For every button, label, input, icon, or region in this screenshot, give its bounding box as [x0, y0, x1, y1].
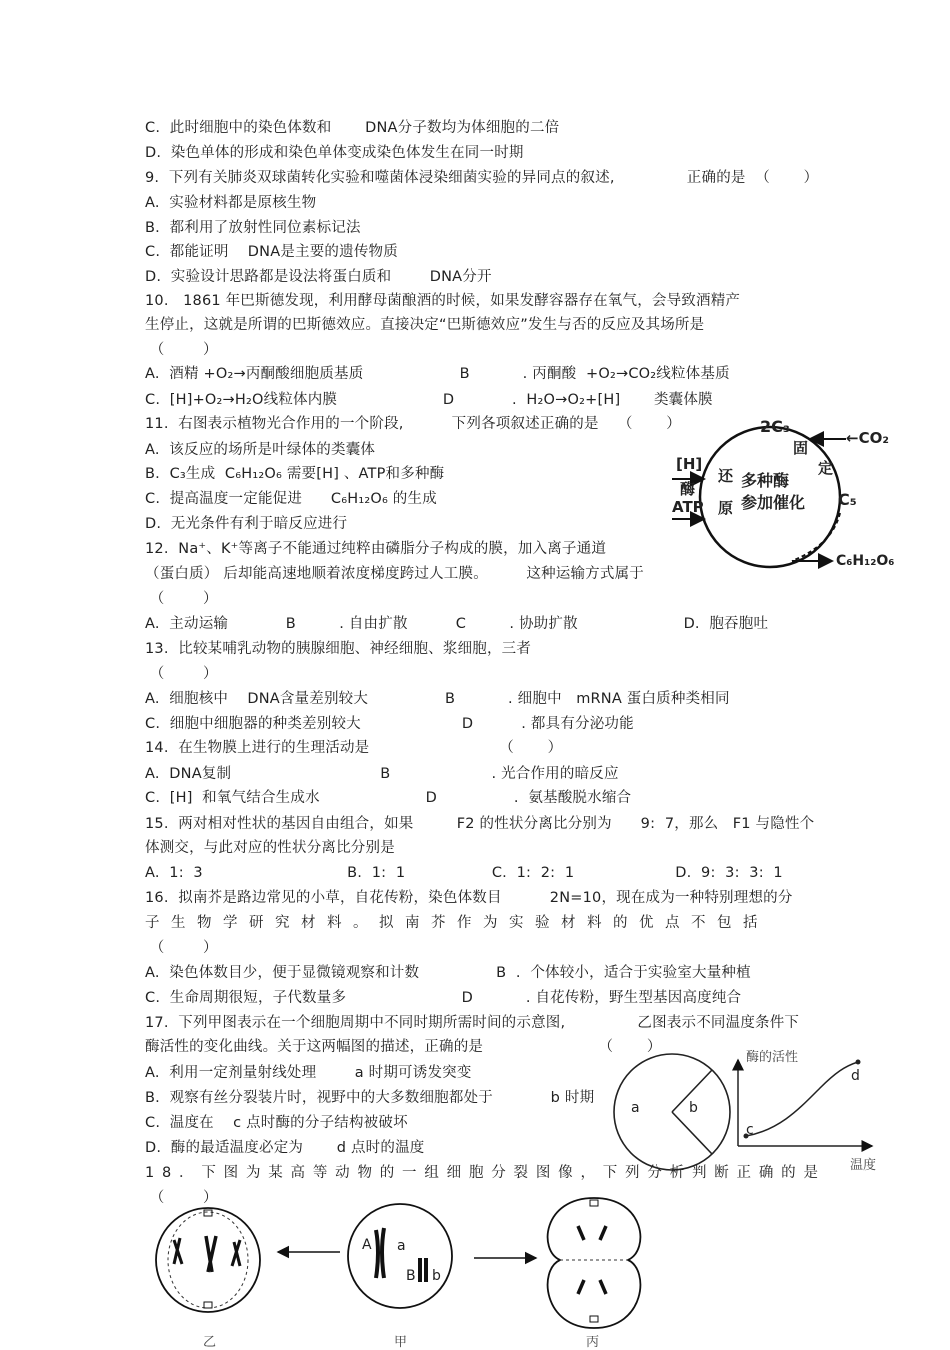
chrom-b-label: b	[432, 1268, 441, 1284]
cell-cycle-svg	[612, 1052, 732, 1172]
options-cd-q10: C. [H]+O₂→H₂O线粒体内膜 D . H₂O→O₂+[H] 类囊体膜	[145, 392, 713, 408]
center-label-1: 多种酶	[741, 471, 790, 490]
y-axis-label: 酶的活性	[746, 1050, 799, 1065]
answer-paren-q18: （ ）	[145, 1190, 218, 1206]
enzyme-label: 酶	[680, 480, 696, 498]
option-a-q11: A. 该反应的场所是叶绿体的类囊体	[145, 442, 376, 458]
option-b-q9: B. 都利用了放射性同位素标记法	[145, 220, 361, 236]
question-10: 10. 1861 年巴斯德发现，利用酵母菌酿酒的时候，如果发酵容器存在氧气，会导致酒精产	[145, 293, 741, 309]
chrom-A-label: A	[362, 1237, 372, 1253]
options-ab-q14: A. DNA复制 B . 光合作用的暗反应	[145, 766, 619, 782]
reduce-label-2: 原	[718, 499, 734, 517]
options-q15: A. 1: 3 B. 1: 1 C. 1: 2: 1 D. 9: 3: 3: 1	[145, 865, 783, 881]
reduce-label-1: 还	[718, 467, 734, 485]
option-d-q9: D. 实验设计思路都是设法将蛋白质和 DNA分开	[145, 269, 492, 285]
options-ab-q13: A. 细胞核中 DNA含量差别较大 B . 细胞中 mRNA 蛋白质种类相同	[145, 691, 730, 707]
sector-line-lower	[672, 1112, 712, 1154]
cell-bing	[548, 1198, 641, 1328]
option-d-q11: D. 无光条件有利于暗反应进行	[145, 516, 348, 532]
d-point-label: d	[851, 1068, 860, 1084]
cell-bing-caption: 丙	[586, 1335, 600, 1350]
glucose-arrow-line	[792, 513, 840, 561]
answer-paren-q13: （ ）	[145, 666, 218, 682]
question-15: 15. 两对相对性状的基因自由组合，如果 F2 的性状分离比分别为 9: 7，那么 F1 与隐性个	[145, 816, 815, 832]
sector-a-label: a	[631, 1100, 640, 1116]
cell-jia	[348, 1204, 452, 1308]
fix-label-2: 定	[818, 459, 834, 477]
question-13: 13. 比较某哺乳动物的胰腺细胞、神经细胞、浆细胞，三者	[145, 641, 532, 657]
atp-label: ATP	[672, 498, 704, 516]
options-cd-q14: C. [H] 和氧气结合生成水 D . 氨基酸脱水缩合	[145, 790, 632, 806]
c5-label: C₅	[838, 490, 857, 509]
glucose-label: C₆H₁₂O₆	[836, 553, 895, 569]
option-d-q8: D. 染色单体的形成和染色单体变成染色体发生在同一时期	[145, 145, 524, 161]
option-c-q8: C. 此时细胞中的染色体数和 DNA分子数均为体细胞的二倍	[145, 120, 560, 136]
options-ab-q10: A. 酒精 +O₂→丙酮酸细胞质基质 B . 丙酮酸 +O₂→CO₂线粒体基质	[145, 366, 730, 382]
co2-label: ←CO₂	[846, 429, 889, 447]
question-10-cont: 生停止，这就是所谓的巴斯德效应。直接决定“巴斯德效应”发生与否的反应及其场所是	[145, 317, 705, 333]
option-d-q17: D. 酶的最适温度必定为 d 点时的温度	[145, 1140, 425, 1156]
chrom-B-label: B	[406, 1268, 416, 1284]
option-a-q17: A. 利用一定剂量射线处理 a 时期可诱发突变	[145, 1065, 472, 1081]
option-b-q17: B. 观察有丝分裂装片时，视野中的大多数细胞都处于 b 时期	[145, 1090, 595, 1106]
question-15-cont: 体测交，与此对应的性状分离比分别是	[145, 840, 395, 856]
options-ab-q16: A. 染色体数目少，便于显微镜观察和计数 B . 个体较小，适合于实验室大量种植	[145, 965, 751, 981]
question-12-cont: （蛋白质） 后却能高速地顺着浓度梯度跨过人工膜。 这种运输方式属于	[145, 566, 644, 582]
options-cd-q13: C. 细胞中细胞器的种类差别较大 D . 都具有分泌功能	[145, 716, 634, 732]
question-16-cont: 子生物学研究材料。拟南芥作为实验材料的优点不包括	[145, 915, 769, 931]
c-point-label: c	[746, 1122, 754, 1138]
option-c-q11: C. 提高温度一定能促进 C₆H₁₂O₆ 的生成	[145, 491, 437, 507]
question-14: 14. 在生物膜上进行的生理活动是 （ ）	[145, 740, 563, 756]
cell-division-svg	[150, 1192, 650, 1337]
answer-paren-q12: （ ）	[145, 591, 218, 607]
h-label: [H]	[676, 455, 703, 473]
options-cd-q16: C. 生命周期很短，子代数量多 D . 自花传粉，野生型基因高度纯合	[145, 990, 742, 1006]
option-b-q11: B. C₃生成 C₆H₁₂O₆ 需要[H] 、ATP和多种酶	[145, 466, 445, 482]
center-label-2: 参加催化	[741, 493, 806, 512]
options-q12: A. 主动运输 B . 自由扩散 C . 协助扩散 D. 胞吞胞吐	[145, 616, 769, 632]
activity-curve	[746, 1062, 858, 1136]
x-axis-label: 温度	[850, 1158, 877, 1173]
cell-jia-caption: 甲	[394, 1335, 408, 1350]
question-16: 16. 拟南芥是路边常见的小草，自花传粉，染色体数目 2N=10，现在成为一种特别理想的分	[145, 890, 793, 906]
point-d	[856, 1060, 861, 1065]
question-17-cont: 酶活性的变化曲线。关于这两幅图的描述，正确的是 （ ）	[145, 1039, 662, 1055]
option-a-q9: A. 实验材料都是原核生物	[145, 195, 317, 211]
cell-yi-caption: 乙	[203, 1335, 217, 1350]
answer-paren-q10: （ ）	[145, 342, 218, 358]
question-9: 9. 下列有关肺炎双球菌转化实验和噬菌体浸染细菌实验的异同点的叙述, 正确的是 （ ）	[145, 170, 819, 186]
cell-yi	[156, 1208, 260, 1312]
sector-b-label: b	[689, 1100, 698, 1116]
question-18: 18．下图为某高等动物的一组细胞分裂图像，下列分析判断正确的是	[145, 1165, 826, 1181]
question-17: 17. 下列甲图表示在一个细胞周期中不同时期所需时间的示意图, 乙图表示不同温度条件下	[145, 1015, 800, 1031]
option-c-q9: C. 都能证明 DNA是主要的遗传物质	[145, 244, 398, 260]
c3-label: 2C₃	[760, 417, 790, 436]
option-c-q17: C. 温度在 c 点时酶的分子结构被破坏	[145, 1115, 408, 1131]
question-11: 11. 右图表示植物光合作用的一个阶段, 下列各项叙述正确的是 （ ）	[145, 416, 681, 432]
question-12: 12. Na⁺、K⁺等离子不能通过纯粹由磷脂分子构成的膜，加入离子通道	[145, 541, 607, 557]
fix-label-1: 固	[793, 439, 809, 457]
answer-paren-q16: （ ）	[145, 940, 218, 956]
chrom-a-label: a	[397, 1238, 406, 1254]
